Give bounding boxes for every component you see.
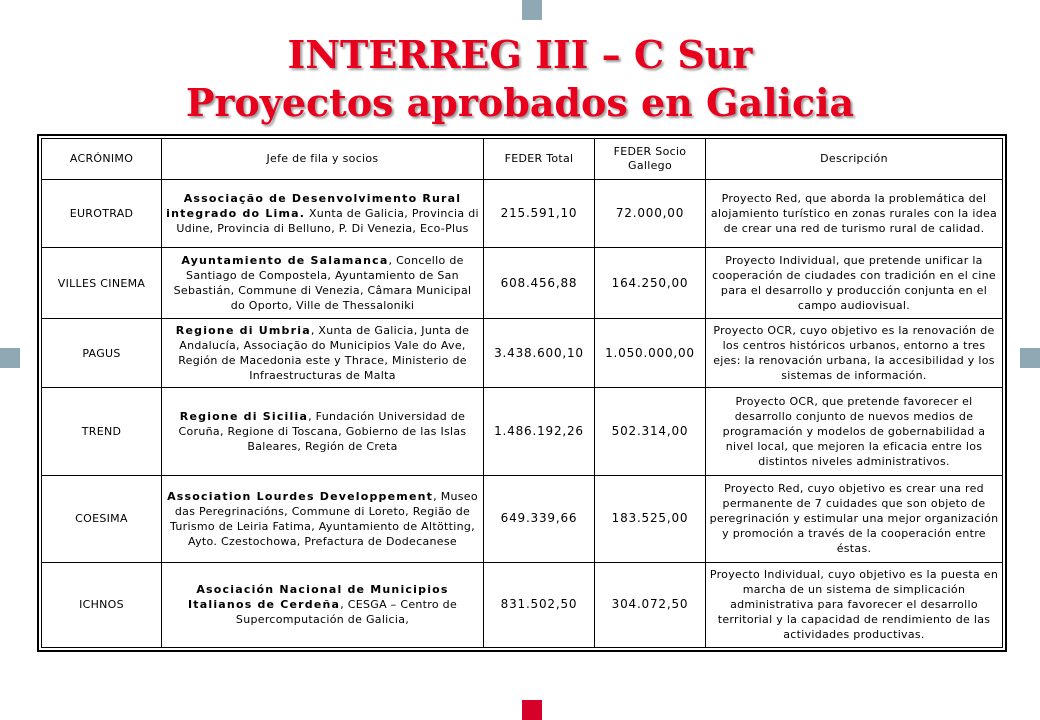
cell-descripcion: Proyecto Individual, que pretende unificar la cooperación de ciudades con tradición en el cine para el desarrollo y producción conjunta en el campo audiovisual. [706,248,1003,319]
header-descripcion: Descripción [706,139,1003,180]
cell-feder-socio: 1.050.000,00 [595,319,706,388]
cell-feder-total: 608.456,88 [484,248,595,319]
table-row [42,562,1003,647]
cell-jefe-socios [162,388,484,475]
cell-descripcion: Proyecto Red, que aborda la problemática del alojamiento turístico en zonas rurales con la idea de crear una red de turismo rural de calidad. [706,179,1003,248]
header-acronimo: ACRÓNIMO [42,139,162,180]
projects-table [41,138,1003,648]
lead-partner: Asociación Nacional de Municipios Italianos de Cerdeña [187,583,449,612]
header-jefe: Jefe de fila y socios [162,139,484,180]
cell-feder-socio: 183.525,00 [595,475,706,562]
decorative-square-right [1020,348,1040,368]
cell-feder-socio: 164.250,00 [595,248,706,319]
cell-jefe-socios [162,179,484,248]
header-feder-socio: FEDER Socio Gallego [595,139,706,180]
cell-feder-socio: 72.000,00 [595,179,706,248]
lead-partner: Ayuntamiento de Salamanca [181,254,389,268]
partners-list: , Xunta de Galicia, Junta de Andalucía, Associação do Municipios Vale do Ave, Región de Macedonia este y Thrace, Ministerio de Infraestructuras de Malta [178,324,470,383]
cell-jefe-socios [162,319,484,388]
cell-acronimo: ICHNOS [42,562,162,647]
slide-title-line2: Proyectos aprobados en Galicia [185,80,855,125]
lead-partner: Association Lourdes Developpement [167,489,434,503]
partners-list: , Fundación Universidad de Coruña, Regione di Toscana, Gobierno de las Islas Baleares, Región de Creta [178,409,467,453]
cell-feder-total: 3.438.600,10 [484,319,595,388]
partners-list: Xunta de Galicia, Provincia di Udine, Provincia di Belluno, P. Di Venezia, Eco-Plus [176,207,479,236]
header-feder-total: FEDER Total [484,139,595,180]
cell-acronimo: COESIMA [42,475,162,562]
partners-list: , CESGA – Centro de Supercomputación de Galicia, [235,598,458,627]
cell-feder-total: 1.486.192,26 [484,388,595,475]
cell-jefe-socios [162,475,484,562]
cell-acronimo: PAGUS [42,319,162,388]
decorative-square-left [0,348,20,368]
cell-feder-socio: 502.314,00 [595,388,706,475]
table-row [42,179,1003,248]
cell-descripcion: Proyecto Red, cuyo objetivo es crear una red permanente de 7 cuidades que son objeto de peregrinación y estimular una mejor organización y promoción a través de la cooperación entre éstas. [706,475,1003,562]
cell-feder-total: 831.502,50 [484,562,595,647]
cell-jefe-socios [162,562,484,647]
slide-title-line1: INTERREG III – C Sur [287,32,753,77]
cell-acronimo: VILLES CINEMA [42,248,162,319]
decorative-square-top [522,0,542,20]
cell-acronimo: EUROTRAD [42,179,162,248]
cell-acronimo: TREND [42,388,162,475]
cell-descripcion: Proyecto OCR, cuyo objetivo es la renovación de los centros históricos urbanos, entorno a tres ejes: la renovación urbana, la accesibilidad y los sistemas de información. [706,319,1003,388]
lead-partner: Regione di Sicilia [179,409,309,423]
cell-feder-socio: 304.072,50 [595,562,706,647]
lead-partner: Regione di Umbria [175,324,311,338]
table-header-row [42,139,1003,180]
cell-descripcion: Proyecto Individual, cuyo objetivo es la puesta en marcha de un sistema de simplicación administrativa para favorecer el desarrollo territorial y la capacidad de rendimiento de las actividades productivas. [706,562,1003,647]
cell-descripcion: Proyecto OCR, que pretende favorecer el desarrollo conjunto de nuevos medios de programación y modelos de gobernabilidad a nivel local, que mejoren la eficacia entre los distintos niveles administrativos. [706,388,1003,475]
table-row [42,248,1003,319]
partners-list: , Museo das Peregrinacións, Commune di Loreto, Região de Turismo de Leiria Fatima, Ayuntamiento de Altötting, Ayto. Czestochowa, Prefactura de Dodecanese [170,489,478,548]
cell-jefe-socios [162,248,484,319]
cell-feder-total: 649.339,66 [484,475,595,562]
partners-list: , Concello de Santiago de Compostela, Ayuntamiento de San Sebastián, Commune di Venezia, Câmara Municipal do Oporto, Ville de Thessaloniki [173,254,472,313]
table-row [42,319,1003,388]
table-row [42,475,1003,562]
cell-feder-total: 215.591,10 [484,179,595,248]
table-row [42,388,1003,475]
decorative-square-bottom [522,700,542,720]
lead-partner: Associação de Desenvolvimento Rural integrado do Lima. [166,192,462,221]
